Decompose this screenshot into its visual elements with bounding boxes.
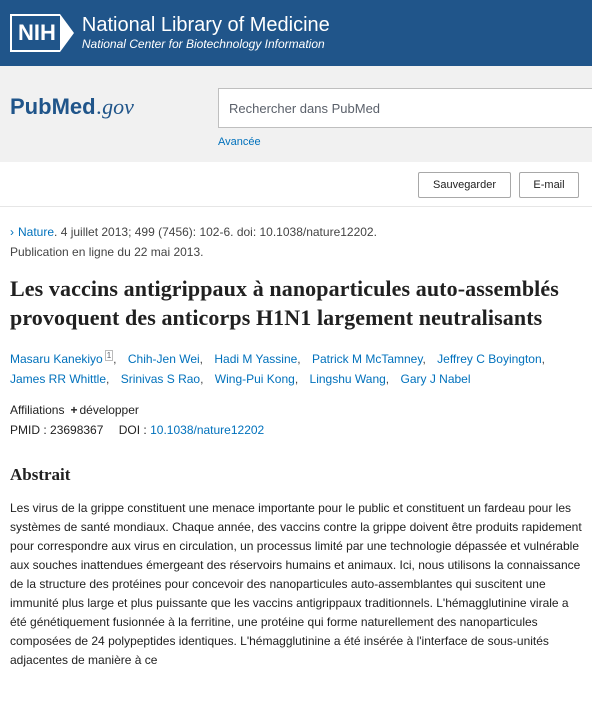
author-link[interactable]: Wing-Pui Kong bbox=[214, 372, 295, 386]
nih-arrow-icon bbox=[60, 14, 74, 52]
citation-details: . 4 juillet 2013; 499 (7456): 102-6. doi: 10.1038/nature12202. bbox=[54, 225, 377, 239]
advanced-search-link[interactable]: Avancée bbox=[218, 136, 261, 148]
nih-text bbox=[82, 14, 330, 52]
pubmed-logo-pub: Pub bbox=[10, 94, 52, 119]
pubmed-logo[interactable] bbox=[10, 94, 134, 120]
author-link[interactable]: James RR Whittle bbox=[10, 372, 107, 386]
author-link[interactable]: Patrick M McTamney bbox=[311, 352, 423, 366]
action-bar bbox=[0, 162, 592, 207]
abstract-text: Les virus de la grippe constituent une menace importante pour le public et constituent un fardeau pour les systèmes de santé mondiaux. Chaque année, des vaccins contre la grippe doivent être produits rapidement pour correspondre aux virus en circulation, un processus limité par une technologie dépassée et vulnérable aux souches inattendues émergeant des réservoirs humains et animaux. Ici, nous utilisons la connaissance de la structure des protéines pour concevoir des nanoparticules auto-assemblantes qui suscitent une immunité plus large et plus puissante que les vaccins antigrippaux traditionnels. L'hémagglutinine virale a été génétiquement fusionnée à la ferritine, une protéine qui forme naturellement des nanoparticules composées de 24 polypeptides identiques. L'hémagglutinine a été insérée à l'interface de sous-unités adjacentes de manière à ce bbox=[10, 501, 582, 667]
affiliation-marker[interactable]: 1 bbox=[106, 351, 112, 360]
nih-logo[interactable] bbox=[10, 14, 330, 52]
author-list: Masaru Kanekiyo $^1$ , Chih-Jen Wei, Hadi M Yassine, Patrick M McTamney, Jeffrey C Boyington, James RR Whittle, Srinivas S Rao, Wing-Pui Kong, Lingshu Wang, Gary J Nabel bbox=[10, 351, 545, 386]
article-content bbox=[0, 222, 592, 670]
identifiers bbox=[10, 420, 582, 440]
author-link[interactable]: Srinivas S Rao bbox=[120, 372, 201, 386]
nih-title: National Library of Medicine bbox=[81, 14, 330, 36]
expand-affiliations[interactable]: développer bbox=[79, 403, 139, 417]
author-link[interactable]: Masaru Kanekiyo bbox=[10, 352, 103, 366]
author-link[interactable]: Chih-Jen Wei bbox=[127, 352, 200, 366]
pubmed-logo-med: Med bbox=[51, 94, 96, 119]
doi-link[interactable]: 10.1038/nature12202 bbox=[150, 423, 265, 437]
author-link[interactable]: Hadi M Yassine bbox=[214, 352, 298, 366]
save-button[interactable]: Sauvegarder bbox=[418, 172, 511, 198]
nih-badge: NIH bbox=[10, 14, 60, 52]
nih-header bbox=[0, 0, 592, 66]
epub-date: Publication en ligne du 22 mai 2013. bbox=[10, 245, 204, 259]
author-link[interactable]: Jeffrey C Boyington bbox=[437, 352, 542, 366]
abstract-heading: Abstrait bbox=[10, 465, 71, 484]
affiliations-row bbox=[10, 400, 582, 420]
pubmed-logo-gov: .gov bbox=[96, 94, 134, 119]
journal-link[interactable]: Nature bbox=[18, 225, 55, 239]
doi-label: DOI : bbox=[118, 423, 147, 437]
affiliations-label: Affiliations bbox=[10, 403, 65, 417]
article-title: Les vaccins antigrippaux à nanoparticules auto-assemblés provoquent des anticorps H1N1 largement neutralisants bbox=[10, 276, 559, 330]
search-input[interactable] bbox=[218, 88, 592, 128]
chevron-right-icon: › bbox=[10, 225, 14, 239]
pubmed-header bbox=[0, 66, 592, 162]
citation bbox=[10, 222, 582, 262]
plus-icon[interactable]: + bbox=[70, 403, 78, 417]
author-link[interactable]: Lingshu Wang bbox=[309, 372, 386, 386]
pmid-label: PMID : bbox=[10, 423, 47, 437]
author-link[interactable]: Gary J Nabel bbox=[400, 372, 471, 386]
pmid-value: 23698367 bbox=[50, 423, 104, 437]
email-button[interactable]: E-mail bbox=[519, 172, 579, 198]
nih-subtitle: National Center for Biotechnology Information bbox=[81, 37, 325, 51]
